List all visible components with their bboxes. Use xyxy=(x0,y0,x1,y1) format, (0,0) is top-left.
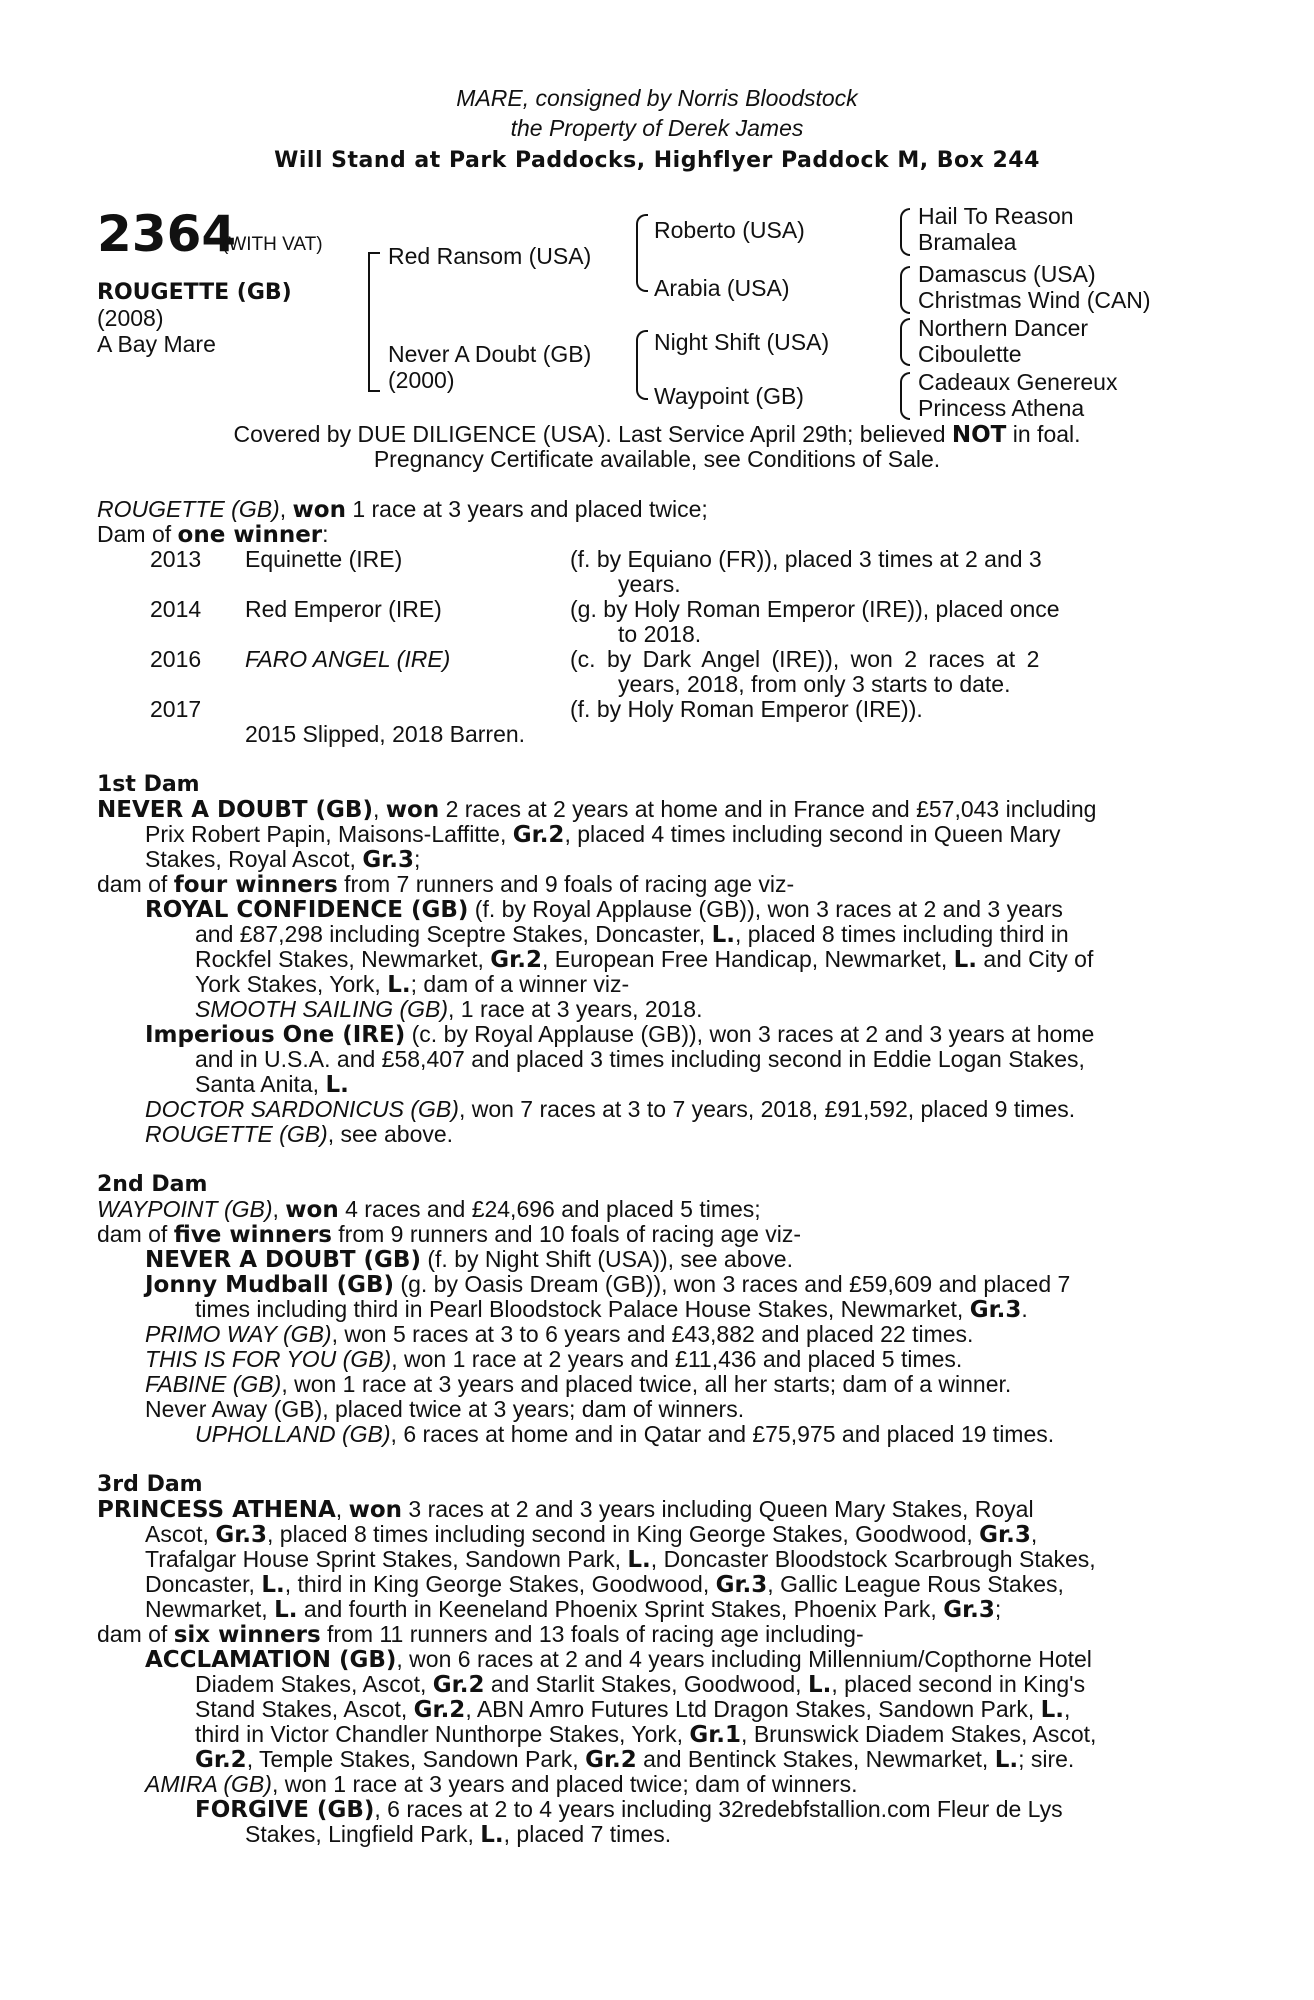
dam3-line: Ascot, Gr.3, placed 8 times including second in King George Stakes, Goodwood, Gr.3, xyxy=(145,1521,1038,1548)
pedigree-dam-dam: Waypoint (GB) xyxy=(654,383,804,409)
dam1-line: and in U.S.A. and £58,407 and placed 3 times including second in Eddie Logan Stakes, xyxy=(195,1046,1085,1072)
dam2-line: PRIMO WAY (GB), won 5 races at 3 to 6 years and £43,882 and placed 22 times. xyxy=(145,1321,974,1347)
dam2-line: times including third in Pearl Bloodstock Palace House Stakes, Newmarket, Gr.3. xyxy=(195,1296,1028,1323)
dam3-line: ACCLAMATION (GB), won 6 races at 2 and 4 years including Millennium/Copthorne Hotel xyxy=(145,1646,1092,1673)
horse-name: ROUGETTE (GB) xyxy=(97,280,292,305)
dam3-line: PRINCESS ATHENA, won 3 races at 2 and 3 years including Queen Mary Stakes, Royal xyxy=(97,1496,1034,1523)
pedigree-sire-dam: Arabia (USA) xyxy=(654,275,790,301)
pedigree-dam-year: (2000) xyxy=(388,367,455,393)
pedigree-sire: Red Ransom (USA) xyxy=(388,243,592,269)
dam2-line: NEVER A DOUBT (GB) (f. by Night Shift (USA)), see above. xyxy=(145,1246,793,1273)
produce-details-cont: years. xyxy=(618,571,681,597)
pedigree-g7: Cadeaux Genereux xyxy=(918,369,1118,395)
dam3-line: Trafalgar House Sprint Stakes, Sandown Park, L., Doncaster Bloodstock Scarbrough Stakes, xyxy=(145,1546,1096,1573)
dam2-line: THIS IS FOR YOU (GB), won 1 race at 2 years and £11,436 and placed 5 times. xyxy=(145,1346,963,1372)
dam1-line: and £87,298 including Sceptre Stakes, Doncaster, L., placed 8 times including third in xyxy=(195,921,1069,948)
slipped-barren: 2015 Slipped, 2018 Barren. xyxy=(245,721,526,747)
pedigree-brace-g3 xyxy=(900,318,910,366)
dam-of-summary: Dam of one winner: xyxy=(97,521,329,548)
horse-description: A Bay Mare xyxy=(97,331,216,357)
dam1-heading: 1st Dam xyxy=(97,772,200,797)
dam2-line: UPHOLLAND (GB), 6 races at home and in Qatar and £75,975 and placed 19 times. xyxy=(195,1421,1055,1447)
produce-name: FARO ANGEL (IRE) xyxy=(245,646,451,672)
pedigree-g5: Northern Dancer xyxy=(918,315,1089,341)
pedigree-g4: Christmas Wind (CAN) xyxy=(918,287,1151,313)
produce-details: (g. by Holy Roman Emperor (IRE)), placed once xyxy=(570,596,1060,622)
pedigree-brace-g1 xyxy=(900,208,910,256)
horse-year: (2008) xyxy=(97,305,164,331)
dam1-line: Stakes, Royal Ascot, Gr.3; xyxy=(145,846,421,873)
dam1-line: NEVER A DOUBT (GB), won 2 races at 2 years at home and in France and £57,043 including xyxy=(97,796,1097,823)
dam1-line: DOCTOR SARDONICUS (GB), won 7 races at 3 to 7 years, 2018, £91,592, placed 9 times. xyxy=(145,1096,1076,1122)
dam3-line: FORGIVE (GB), 6 races at 2 to 4 years including 32redebfstallion.com Fleur de Lys xyxy=(195,1796,1063,1823)
dam3-line: Stand Stakes, Ascot, Gr.2, ABN Amro Futures Ltd Dragon Stakes, Sandown Park, L., xyxy=(195,1696,1071,1723)
pedigree-brace-sire xyxy=(636,214,648,292)
lot-number: 2364 xyxy=(97,205,237,263)
produce-year: 2016 xyxy=(150,646,202,672)
dam2-line: FABINE (GB), won 1 race at 3 years and placed twice, all her starts; dam of a winner. xyxy=(145,1371,1012,1397)
header-location: Will Stand at Park Paddocks, Highflyer Paddock M, Box 244 xyxy=(274,148,1040,173)
pedigree-g8: Princess Athena xyxy=(918,395,1085,421)
dam3-line: Doncaster, L., third in King George Stakes, Goodwood, Gr.3, Gallic League Rous Stakes, xyxy=(145,1571,1064,1598)
produce-year: 2014 xyxy=(150,596,202,622)
pregnancy-note: Pregnancy Certificate available, see Conditions of Sale. xyxy=(373,446,941,472)
header-property: the Property of Derek James xyxy=(510,115,804,141)
pedigree-brace-g2 xyxy=(900,266,910,314)
covered-line: Covered by DUE DILIGENCE (USA). Last Service April 29th; believed NOT in foal. xyxy=(233,421,1081,448)
dam1-line: ROUGETTE (GB), see above. xyxy=(145,1121,454,1147)
dam3-line: Diadem Stakes, Ascot, Gr.2 and Starlit Stakes, Goodwood, L., placed second in King's xyxy=(195,1671,1086,1698)
pedigree-brace-g4 xyxy=(900,372,910,420)
pedigree-g1: Hail To Reason xyxy=(918,203,1074,229)
pedigree-brace-main xyxy=(368,252,380,392)
dam1-line: SMOOTH SAILING (GB), 1 race at 3 years, 2018. xyxy=(195,996,703,1022)
pedigree-sire-sire: Roberto (USA) xyxy=(654,217,805,243)
dam1-line: ROYAL CONFIDENCE (GB) (f. by Royal Applause (GB)), won 3 races at 2 and 3 years xyxy=(145,896,1063,923)
pedigree-g2: Bramalea xyxy=(918,229,1017,255)
produce-details: (f. by Equiano (FR)), placed 3 times at 2 and 3 xyxy=(570,546,1042,572)
dam2-line: Jonny Mudball (GB) (g. by Oasis Dream (GB)), won 3 races and £59,609 and placed 7 xyxy=(145,1271,1071,1298)
vat-note: (WITH VAT) xyxy=(222,234,323,255)
produce-details-cont: years, 2018, from only 3 starts to date. xyxy=(618,671,1011,697)
pedigree-brace-dam xyxy=(636,330,648,400)
dam3-line: Newmarket, L. and fourth in Keeneland Phoenix Sprint Stakes, Phoenix Park, Gr.3; xyxy=(145,1596,1002,1623)
dam2-line: dam of five winners from 9 runners and 10 foals of racing age viz- xyxy=(97,1221,802,1248)
dam1-line: York Stakes, York, L.; dam of a winner viz- xyxy=(195,971,630,998)
dam1-line: Prix Robert Papin, Maisons-Laffitte, Gr.2, placed 4 times including second in Queen Mary xyxy=(145,821,1061,848)
produce-year: 2017 xyxy=(150,696,202,722)
dam2-line: WAYPOINT (GB), won 4 races and £24,696 and placed 5 times; xyxy=(97,1196,761,1223)
pedigree-g3: Damascus (USA) xyxy=(918,261,1096,287)
dam3-line: dam of six winners from 11 runners and 13 foals of racing age including- xyxy=(97,1621,864,1648)
produce-details: (f. by Holy Roman Emperor (IRE)). xyxy=(570,696,923,722)
dam3-line: AMIRA (GB), won 1 race at 3 years and placed twice; dam of winners. xyxy=(145,1771,858,1797)
pedigree-dam: Never A Doubt (GB) xyxy=(388,341,592,367)
dam3-line: Gr.2, Temple Stakes, Sandown Park, Gr.2 and Bentinck Stakes, Newmarket, L.; sire. xyxy=(195,1746,1075,1773)
dam2-heading: 2nd Dam xyxy=(97,1172,208,1197)
dam1-line: Imperious One (IRE) (c. by Royal Applause (GB)), won 3 races at 2 and 3 years at home xyxy=(145,1021,1095,1048)
pedigree-dam-sire: Night Shift (USA) xyxy=(654,329,830,355)
race-record: ROUGETTE (GB), won 1 race at 3 years and placed twice; xyxy=(97,496,708,523)
produce-details: (c. by Dark Angel (IRE)), won 2 races at 2 xyxy=(570,646,1040,672)
header-consignor: MARE, consigned by Norris Bloodstock xyxy=(456,85,858,111)
produce-name: Equinette (IRE) xyxy=(245,546,403,572)
produce-year: 2013 xyxy=(150,546,202,572)
dam1-line: dam of four winners from 7 runners and 9 foals of racing age viz- xyxy=(97,871,795,898)
dam2-line: Never Away (GB), placed twice at 3 years; dam of winners. xyxy=(145,1396,745,1422)
pedigree-g6: Ciboulette xyxy=(918,341,1022,367)
dam1-line: Santa Anita, L. xyxy=(195,1071,349,1098)
dam3-line: Stakes, Lingfield Park, L., placed 7 times. xyxy=(245,1821,672,1848)
dam1-line: Rockfel Stakes, Newmarket, Gr.2, European Free Handicap, Newmarket, L. and City of xyxy=(195,946,1094,973)
dam3-heading: 3rd Dam xyxy=(97,1472,203,1497)
dam3-line: third in Victor Chandler Nunthorpe Stakes, York, Gr.1, Brunswick Diadem Stakes, Ascot, xyxy=(195,1721,1097,1748)
produce-name: Red Emperor (IRE) xyxy=(245,596,442,622)
produce-details-cont: to 2018. xyxy=(618,621,702,647)
